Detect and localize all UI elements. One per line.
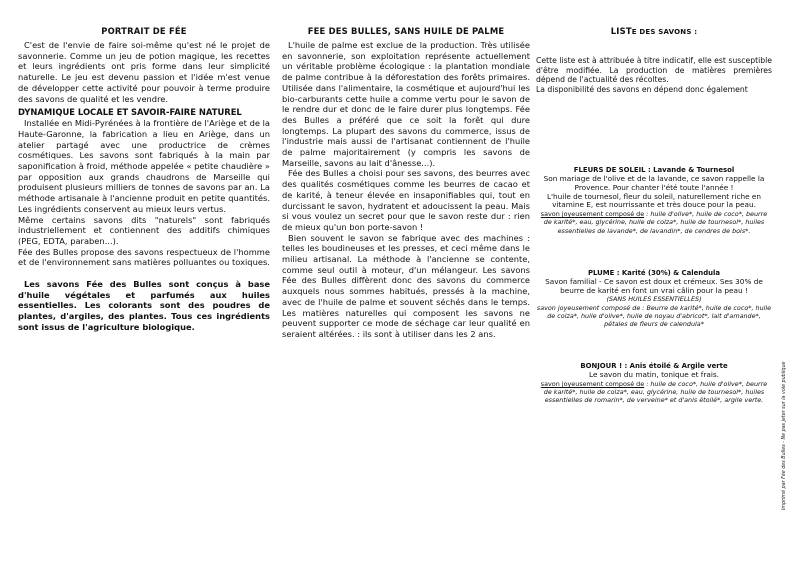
column-palm-oil — [282, 22, 530, 340]
side-print-note: Imprimé par Fée des Bulles - Ne pas jeter sur la voie publique — [782, 361, 787, 510]
soap-composition: savon joyeusement composé de : huile de coco*, huile d'olive*, beurre de karité*, huile de colza*, eau, glycérine, huile de tournesol*, huiles essentielles de romarin*, de verveine* et d'anis étoilé*, argile verte. — [540, 380, 768, 405]
paragraph-natural-soaps: Même certains savons dits "naturels" sont fabriqués industriellement et contiennent des additifs chimiques (PEG, EDTA, paraben...). — [18, 214, 270, 246]
paragraph-availability: La disponibilité des savons en dépend donc également — [536, 84, 748, 94]
soap-note: (SANS HUILES ESSENTIELLES) — [606, 295, 702, 304]
paragraph-intro: C'est de l'envie de faire soi-même qu'est né le projet de savonnerie. Comme un jeu de potion magique, les recettes et leurs ingrédients ont pris forme dans leur simplicité naturelle. Le jeu est devenu passion et l'idée m'est venue de développer cette activité pour pouvoir à terme produire des savons de qualité et les vendre. — [18, 40, 270, 104]
paragraph-ingredients: Les savons Fée des Bulles sont conçus à base d'huile végétales et parfumés aux huiles essentielles. Les colorants sont des poudres de plantes, d'argiles, des plantes. Tous ces ingrédients sont issus de l'agriculture biologique. — [18, 279, 270, 332]
soap-card-fleurs-de-soleil — [536, 166, 772, 235]
soap-name: PLUME : Karité (30%) & Calendula — [587, 268, 721, 277]
section-title-portrait: PORTRAIT DE FÉE — [101, 26, 187, 36]
soap-description-2: L'huile de tournesol, fleur du soleil, naturellement riche en vitamine E, est nourrissante et très douce pour la peau. — [546, 191, 762, 210]
paragraph-installation: Installée en Midi-Pyrénées à la frontière de l'Ariège et de la Haute-Garonne, la fabrication a lieu en Ariège, dans un atelier partagé avec une productrice de crèmes cosmétiques. Les savons sont fabriqués à la main par saponification à froid, méthode appelée « petite chaudière » par opposition aux grands chaudrons de Marseille qui produisent plusieurs milliers de tonnes de savons par an. La méthode artisanale à l'ancienne produit en petite quantités. Les ingrédients conservent au mieux leurs vertus. — [18, 118, 270, 214]
soap-name: BONJOUR ! : Anis étoilé & Argile verte — [580, 362, 728, 371]
soap-composition: savon joyeusement composé de : huile d'olive*, huile de coco*, beurre de karité*, eau, glycérine, huile de colza*, huile de tournesol*, huiles essentielles de lavande*, de lavandin*, de cendres de bois*. — [540, 210, 768, 235]
soap-description: Savon familial - Ce savon est doux et crémeux. Ses 30% de beurre de karité en font un vrai câlin pour la peau ! — [545, 276, 763, 295]
section-title-palm-oil: FEE DES BULLES, SANS HUILE DE PALME — [307, 26, 505, 36]
paragraph-palm-oil: L'huile de palme est exclue de la production. Très utilisée en savonnerie, son exploitation représente actuellement un véritable problème écologique : la plantation mondiale de palme contribue à la déforestation des forêts primaires. Utilisée dans l'alimentaire, la cosmétique et aujourd'hui les bio-carburants cette huile a comme vertu pour le savon de le rendre dur et donc de le faire durer plus longtemps. Fée des Bulles a préféré que ce soit la forêt qui dure longtemps. La plupart des savons du commerce, issus de l'industrie mais aussi de l'artisanat contiennent de l'huile de palme majoritairement (y compris les savons de Marseille, savons au lait d'ânesse...). — [282, 40, 530, 168]
paragraph-list-disclaimer: Cette liste est à attribuée à titre indicatif, elle est susceptible d'être modifiée. La production de matières premières dépend de l'actualité des récoltes. — [536, 56, 772, 84]
column-portrait — [18, 22, 270, 333]
soap-name: FLEURS DE SOLEIL : Lavande & Tournesol — [573, 166, 735, 174]
soap-composition: savon joyeusement composé de : Beurre de karité*, huile de coco*, huile de colza*, huile d'olive*, huile de noyau d'abricot*, lait d'amande*, pétales de fleurs de calendula* — [536, 303, 772, 328]
soap-description: Son mariage de l'olive et de la lavande, ce savon rappelle la Provence. Pour chanter l'été toute l'année ! — [543, 174, 765, 192]
paragraph-proposal: Fée des Bulles propose des savons respectueux de l'homme et de l'environnement sans matières polluantes ou toxiques. — [18, 246, 270, 268]
paragraph-butters: Fée des Bulles a choisi pour ses savons, des beurres avec des qualités cosmétiques comme les beurres de cacao et de karité, à teneur élevée en insaponifiables qui, tout en durcissant le savon, hydratent et adoucissent la peau. Mais si vous voulez un secret pour que le savon reste dur : rien de mieux qu'un bon porte-savon ! — [282, 168, 530, 232]
subtitle-dynamique: DYNAMIQUE LOCALE ET SAVOIR-FAIRE NATUREL — [18, 107, 242, 118]
soap-description: Le savon du matin, tonique et frais. — [589, 370, 719, 380]
column-soap-list — [536, 22, 772, 405]
section-title-soap-list: LISTE DES SAVONS : — [610, 26, 698, 36]
soap-card-bonjour — [536, 362, 772, 404]
soap-card-plume — [536, 269, 772, 328]
paragraph-machines: Bien souvent le savon se fabrique avec des machines : telles les boudineuses et les presses, et ceci même dans le milieu artisanal. La méthode à l'ancienne se contente, comme seul outil à moteur, d'un mélangeur. Les savons Fée des Bulles diffèrent donc des savons du commerce auxquels nous sommes habitués, pressés à la machine, avec de l'huile de palme et souvent séchés dans le temps. Les matières naturelles qui composent les savons ne peuvent supporter ce mode de séchage car leur qualité en seraient altérées. : ils sont à utiliser dans les 2 ans. — [282, 232, 530, 339]
